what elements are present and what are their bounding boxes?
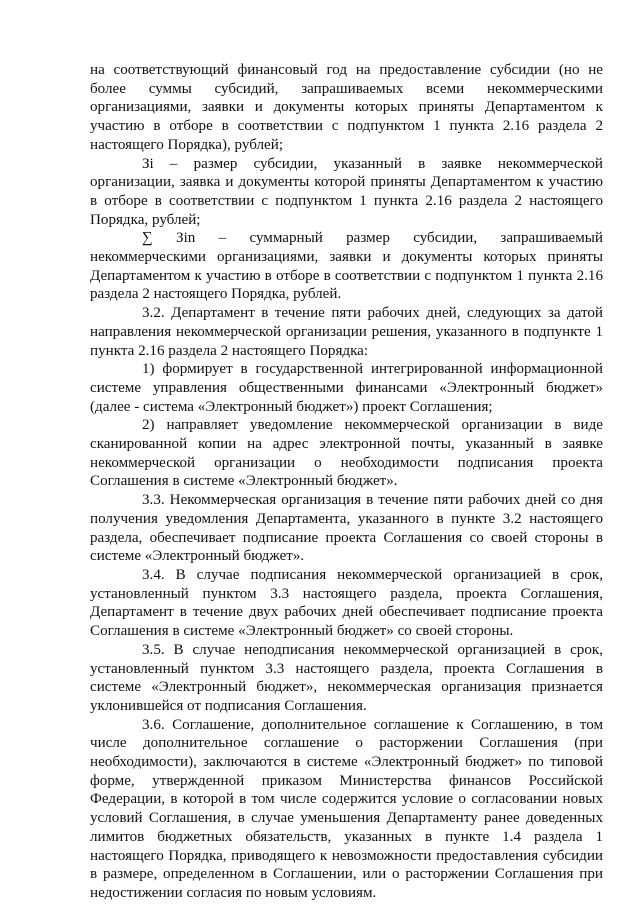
paragraph-3-4: 3.4. В случае подписания некоммерческой организацией в срок, установленный пунктом 3.3 настоящего раздела, проекта Соглашения, Департамент в течение двух рабочих дней обеспечивает подписание проекта Соглашения в системе «Электронный бюджет» со своей стороны. bbox=[90, 566, 603, 640]
paragraph-sum-definition: ∑ Зin – суммарный размер субсидии, запрашиваемый некоммерческими организациями, заявки и документы которых приняты Департаментом к участию в отборе в соответствии с подпунктом 1 пункта 2.16 раздела 2 настоящего Порядка, рублей. bbox=[90, 230, 603, 303]
paragraph-formula-tail: на соответствующий финансовый год на предоставление субсидии (но не более суммы субсидий, запрашиваемых всеми некоммерческими организациями, заявки и документы которых приняты Департаментом к участию в отборе в соответствии с подпунктом 1 пункта 2.16 раздела 2 настоящего Порядка), рублей; bbox=[90, 62, 603, 153]
paragraph-si-definition: Зi – размер субсидии, указанный в заявке некоммерческой организации, заявка и документы которой приняты Департаментом к участию в отборе в соответствии с подпунктом 1 пункта 2.16 раздела 2 настоящего Порядка, рублей; bbox=[90, 155, 603, 228]
paragraph-3-3: 3.3. Некоммерческая организация в течение пяти рабочих дней со дня получения уведомления Департамента, указанного в пункте 3.2 настоящего раздела, обеспечивает подписание проекта Соглашения со своей стороны в системе «Электронный бюджет». bbox=[90, 492, 603, 565]
paragraph-3-2-item-1: 1) формирует в государственной интегрированной информационной системе управления общественными финансами «Электронный бюджет» (далее - система «Электронный бюджет») проект Соглашения; bbox=[90, 361, 603, 415]
paragraph-3-2: 3.2. Департамент в течение пяти рабочих дней, следующих за датой направления некоммерческой организации решения, указанного в подпункте 1 пункта 2.16 раздела 2 настоящего Порядка: bbox=[90, 305, 603, 359]
paragraph-3-6: 3.6. Соглашение, дополнительное соглашение к Соглашению, в том числе дополнительное соглашение о расторжении Соглашения (при необходимости), заключаются в системе «Электронный бюджет» по типовой форме, утвержденной приказом Министерства финансов Российской Федерации, в которой в том числе содержится условие о согласовании новых условий Соглашения, в случае уменьшения Департаменту ранее доведенных лимитов бюджетных обязательств, указанных в пункте 1.4 раздела 1 настоящего Порядка, приводящего к невозможности предоставления субсидии в размере, определенном в Соглашении, или о расторжении Соглашения при недостижении согласия по новым условиям. bbox=[90, 716, 603, 901]
document-body bbox=[90, 61, 603, 903]
paragraph-3-5: 3.5. В случае неподписания некоммерческой организацией в срок, установленный пунктом 3.3 настоящего раздела, проекта Соглашения в системе «Электронный бюджет», некоммерческая организация признается уклонившейся от подписания Соглашения. bbox=[90, 641, 603, 714]
paragraph-3-2-item-2: 2) направляет уведомление некоммерческой организации в виде сканированной копии на адрес электронной почты, указанный в заявке некоммерческой организации о необходимости подписания проекта Соглашения в системе «Электронный бюджет». bbox=[90, 417, 603, 490]
